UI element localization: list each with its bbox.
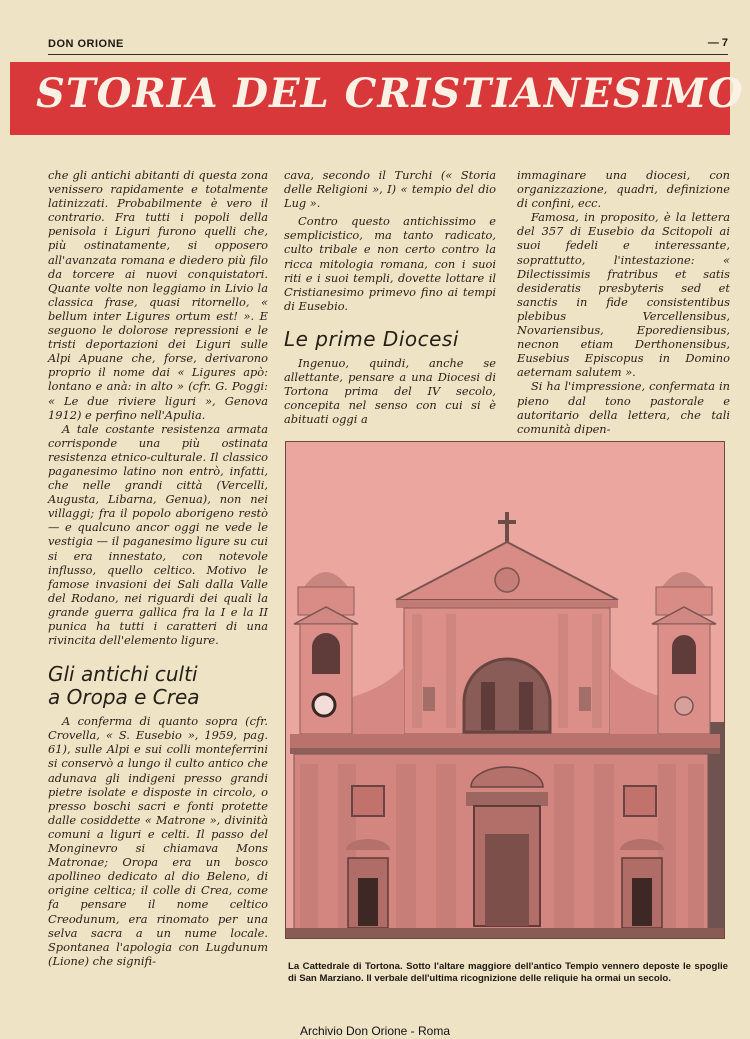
section-heading-culti bbox=[48, 663, 268, 709]
paragraph: cava, secondo il Turchi (« Storia delle Religioni », I) « tempio del dio Lug ». bbox=[284, 168, 496, 211]
paragraph: A tale costante resistenza armata corrisponde una più ostinata resistenza etnico-culturale. Il classico paganesimo latino non entrò, infatti, che nelle grandi città (Vercelli, Augusta, Libarna, Genua), non nei villaggi; fra il popolo aborigeno restò — e qualcuno ancor oggi ne vede le vestigia — il paganesimo ligure su cui si era innestato, con notevole influsso, quello celtico. Motivo le famose invasioni dei Sali dalla Valle del Rodano, nei riguardi dei quali la grande guerra gallica fra la I e la II punica ha tutti i caratteri di una rivincita dell'elemento ligure. bbox=[48, 421, 268, 648]
section-heading-diocesi: Le prime Diocesi bbox=[284, 326, 459, 351]
column-3 bbox=[517, 168, 730, 436]
cathedral-photo bbox=[285, 441, 725, 939]
column-1 bbox=[48, 168, 268, 968]
paragraph: Contro questo antichissimo e semplicistico, ma tanto radicato, culto tribale e non certo contro la ricca mitologia romana, con i suoi riti e i suoi templi, dovette lottare il Cristianesimo primevo fino ai tempi di Eusebio. bbox=[284, 214, 496, 313]
paragraph: Si ha l'impressione, confermata in pieno dal tono pastorale e autoritario della lettera, che tali comunità dipen- bbox=[517, 379, 730, 436]
paragraph: che gli antichi abitanti di questa zona venissero rapidamente e totalmente latinizzati. Probabilmente è vero il contrario. Fra tutti i popoli della penisola i Liguri furono quelli che, più ostinatamente, si opposero all'avanzata romana e diedero più filo da torcere ai nuovi conquistatori. Quante volte non leggiamo in Livio la classica frase, quasi ritornello, « bellum inter Ligures ortum est! ». E seguono le dolorose repressioni e le tristi deportazioni dei Liguri sulle Alpi Apuane che, forse, derivarono proprio il nome dai « Ligures apò: lontano e anà: in alto » (cfr. G. Poggi: « Le due riviere liguri », Genova 1912) e perfino nell'Apulia. bbox=[48, 168, 268, 422]
article-title: STORIA DEL CRISTIANESIMO bbox=[36, 70, 744, 117]
page-number: — 7 bbox=[707, 37, 728, 49]
paragraph: Famosa, in proposito, è la lettera del 357 di Eusebio da Scitopoli ai suoi fedeli e interessante, soprattutto, l'intestazione: « Dilectissimis fratribus et satis desideratis presbyteris sed et sanctis in fide consistentibus plebibus Vercellensibus, Novariensibus, Eporediensibus, necnon etiam Derthonensibus, Eusebius Episcopus in Domino aeternam salutem ». bbox=[517, 210, 730, 380]
title-banner bbox=[10, 62, 744, 135]
heading-line: Gli antichi culti bbox=[48, 662, 198, 687]
paragraph: Ingenuo, quindi, anche se allettante, pensare a una Diocesi di Tortona prima del IV secolo, concepita nel senso con cui si è abituati oggi a bbox=[284, 355, 496, 427]
cathedral-illustration bbox=[286, 442, 724, 938]
paragraph: A conferma di quanto sopra (cfr. Crovella, « S. Eusebio », 1959, pag. 61), sulle Alpi e sui colli monteferrini si conservò a lungo il culto antico che adunava gli indigeni presso grandi pietre isolate e disposte in circolo, o presso boschi sacri e fonti protette dalle cosiddette « Matrone », divinità comuni a liguri e celti. Il passo del Monginevro si chiamava Mons Matronae; Oropa era un bosco apollineo dedicato al dio Beleno, di origine celtica; il colle di Crea, come fa pensare il nome celtico Creodunum, era rinomato per una selva sacra a un nume locale. Spontanea l'apologia con Lugdunum (Lione) che signifi- bbox=[48, 714, 268, 968]
running-header bbox=[48, 36, 728, 55]
heading-line: a Oropa e Crea bbox=[48, 685, 200, 710]
paragraph: immaginare una diocesi, con organizzazione, quadri, definizione di confini, ecc. bbox=[517, 168, 730, 211]
magazine-name: DON ORIONE bbox=[48, 38, 124, 50]
photo-caption: La Cattedrale di Tortona. Sotto l'altare maggiore dell'antico Tempio vennero deposte le spoglie di San Marziano. Il verbale dell'ultima ricognizione delle reliquie ha ormai un secolo. bbox=[288, 960, 728, 984]
archive-footer: Archivio Don Orione - Roma bbox=[299, 1024, 451, 1038]
column-2 bbox=[284, 168, 496, 426]
